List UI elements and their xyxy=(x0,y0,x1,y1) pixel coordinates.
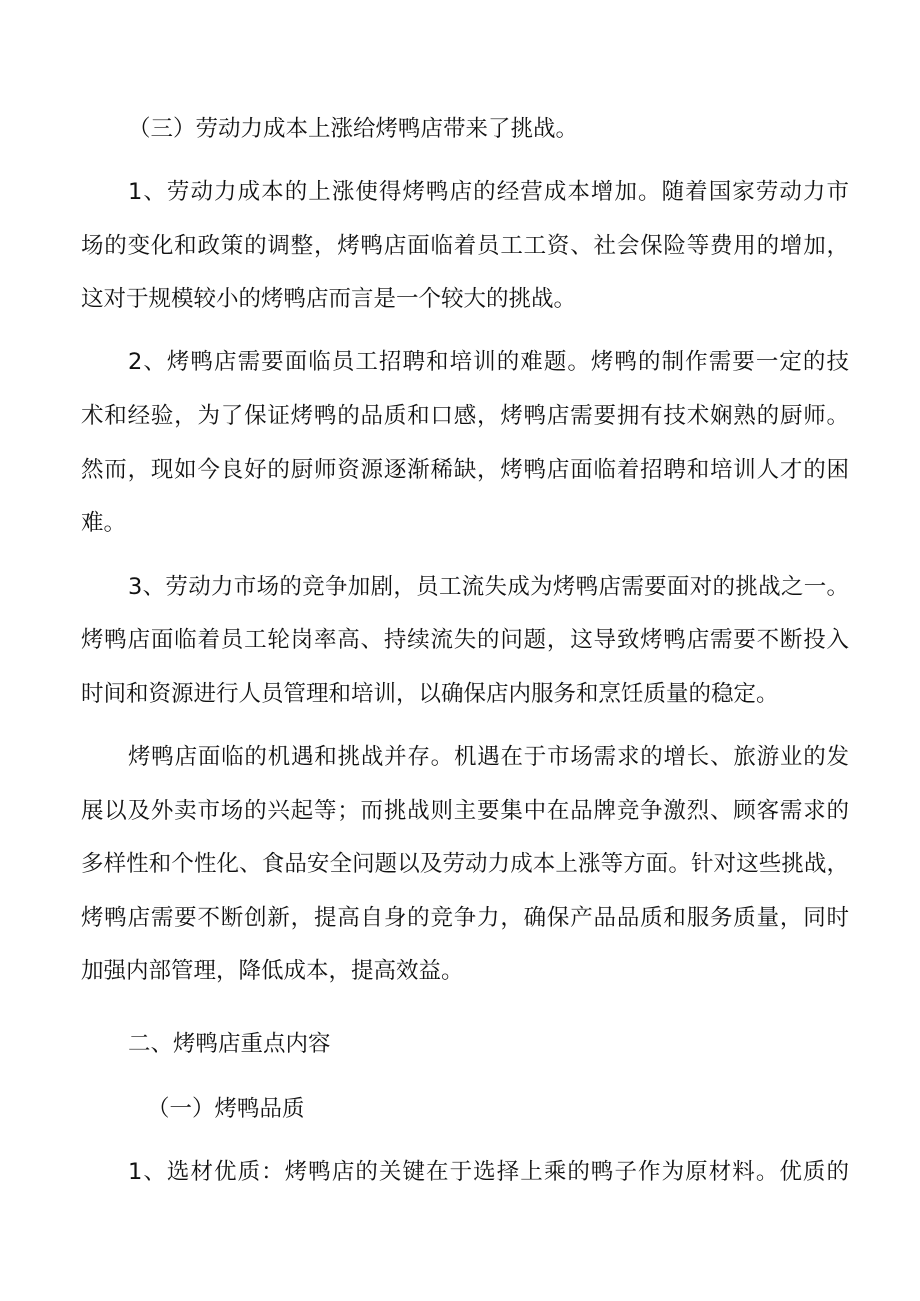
item-selection-line-1: 1、选材优质：烤鸭店的关键在于选择上乘的鸭子作为原材料。优质的 xyxy=(128,1159,849,1185)
summary-paragraph-line-3: 多样性和个性化、食品安全问题以及劳动力成本上涨等方面。针对这些挑战， xyxy=(81,851,849,877)
paragraph-2-line-3: 然而，现如今良好的厨师资源逐渐稀缺，烤鸭店面临着招聘和培训人才的困 xyxy=(81,457,849,483)
summary-paragraph-line-4: 烤鸭店需要不断创新，提高自身的竞争力，确保产品品质和服务质量，同时 xyxy=(81,905,849,931)
paragraph-3-line-3: 时间和资源进行人员管理和培训，以确保店内服务和烹饪质量的稳定。 xyxy=(81,681,779,707)
paragraph-3-line-2: 烤鸭店面临着员工轮岗率高、持续流失的问题，这导致烤鸭店需要不断投入 xyxy=(81,627,849,653)
sub-heading-duck-quality: （一）烤鸭品质 xyxy=(147,1096,305,1122)
paragraph-3-line-1: 3、劳动力市场的竞争加剧，员工流失成为烤鸭店需要面对的挑战之一。 xyxy=(128,574,849,600)
summary-paragraph-line-2: 展以及外卖市场的兴起等；而挑战则主要集中在品牌竞争激烈、顾客需求的 xyxy=(81,798,849,824)
summary-paragraph-line-1: 烤鸭店面临的机遇和挑战并存。机遇在于市场需求的增长、旅游业的发 xyxy=(128,744,849,770)
summary-paragraph-line-5: 加强内部管理，降低成本，提高效益。 xyxy=(81,958,464,984)
paragraph-1-line-1: 1、劳动力成本的上涨使得烤鸭店的经营成本增加。随着国家劳动力市 xyxy=(128,179,849,205)
paragraph-2-line-2: 术和经验，为了保证烤鸭的品质和口感，烤鸭店需要拥有技术娴熟的厨师。 xyxy=(81,403,849,429)
paragraph-2-line-4: 难。 xyxy=(81,510,127,536)
paragraph-1-line-2: 场的变化和政策的调整，烤鸭店面临着员工工资、社会保险等费用的增加， xyxy=(81,233,849,259)
chapter-heading: 二、烤鸭店重点内容 xyxy=(128,1031,331,1057)
paragraph-2-line-1: 2、烤鸭店需要面临员工招聘和培训的难题。烤鸭的制作需要一定的技 xyxy=(128,349,849,375)
section-heading-labor-cost: （三）劳动力成本上涨给烤鸭店带来了挑战。 xyxy=(128,116,579,142)
paragraph-1-line-3: 这对于规模较小的烤鸭店而言是一个较大的挑战。 xyxy=(81,286,577,312)
